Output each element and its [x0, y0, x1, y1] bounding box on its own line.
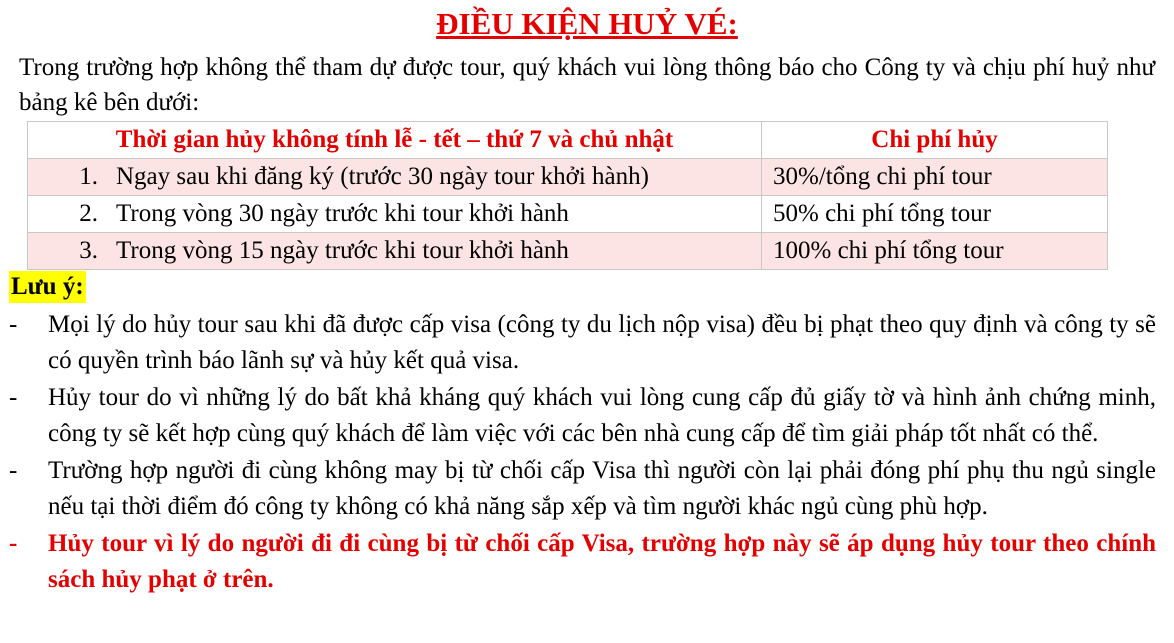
period-text: Ngay sau khi đăng ký (trước 30 ngày tour khởi hành)	[116, 163, 649, 190]
note-text: Hủy tour vì lý do người đi đi cùng bị từ chối cấp Visa, trường hợp này sẽ áp dụng hủy tour theo chính sách hủy phạt ở trên.	[48, 530, 1156, 593]
list-item-important	[9, 526, 1156, 597]
cost-cell: 30%/tổng chi phí tour	[762, 159, 1108, 196]
header-cancel-fee: Chi phí hủy	[762, 122, 1108, 159]
notes-list	[9, 307, 1156, 599]
note-label: Lưu ý:	[9, 271, 86, 303]
period-text: Trong vòng 30 ngày trước khi tour khởi hành	[116, 200, 569, 227]
intro-paragraph: Trong trường hợp không thể tham dự được tour, quý khách vui lòng thông báo cho Công ty và chịu phí huỷ như bảng kê bên dưới:	[19, 54, 1155, 116]
period-cell	[28, 196, 762, 233]
cost-cell: 50% chi phí tổng tour	[762, 196, 1108, 233]
bullet-dash: -	[9, 530, 18, 557]
header-cancel-period: Thời gian hủy không tính lễ - tết – thứ 7 và chủ nhật	[28, 122, 762, 159]
table-header-row	[28, 122, 1108, 159]
period-cell	[28, 159, 762, 196]
table-row	[28, 196, 1108, 233]
list-item	[9, 453, 1156, 524]
note-text: Mọi lý do hủy tour sau khi đã được cấp visa (công ty du lịch nộp visa) đều bị phạt theo quy định và công ty sẽ có quyền trình báo lãnh sự và hủy kết quả visa.	[48, 311, 1156, 374]
table-row	[28, 159, 1108, 196]
bullet-dash: -	[9, 311, 18, 338]
period-cell	[28, 233, 762, 270]
row-number: 1.	[79, 163, 98, 190]
period-text: Trong vòng 15 ngày trước khi tour khởi hành	[116, 237, 569, 264]
bullet-dash: -	[9, 457, 18, 484]
note-text: Hủy tour do vì những lý do bất khả kháng quý khách vui lòng cung cấp đủ giấy tờ và hình ảnh chứng minh, công ty sẽ kết hợp cùng quý khách để làm việc với các bên nhà cung cấp để tìm giải pháp tốt nhất có thể.	[48, 384, 1156, 447]
bullet-dash: -	[9, 384, 18, 411]
cost-cell: 100% chi phí tổng tour	[762, 233, 1108, 270]
cancellation-fee-table	[27, 121, 1108, 270]
row-number: 3.	[79, 237, 98, 264]
note-text: Trường hợp người đi cùng không may bị từ chối cấp Visa thì người còn lại phải đóng phí phụ thu ngủ single nếu tại thời điểm đó công ty không có khả năng sắp xếp và tìm người khác ngủ cùng phù hợp.	[48, 457, 1156, 520]
table-row	[28, 233, 1108, 270]
row-number: 2.	[79, 200, 98, 227]
list-item	[9, 307, 1156, 378]
page-title: ĐIỀU KIỆN HUỶ VÉ:	[436, 6, 738, 41]
list-item	[9, 380, 1156, 451]
